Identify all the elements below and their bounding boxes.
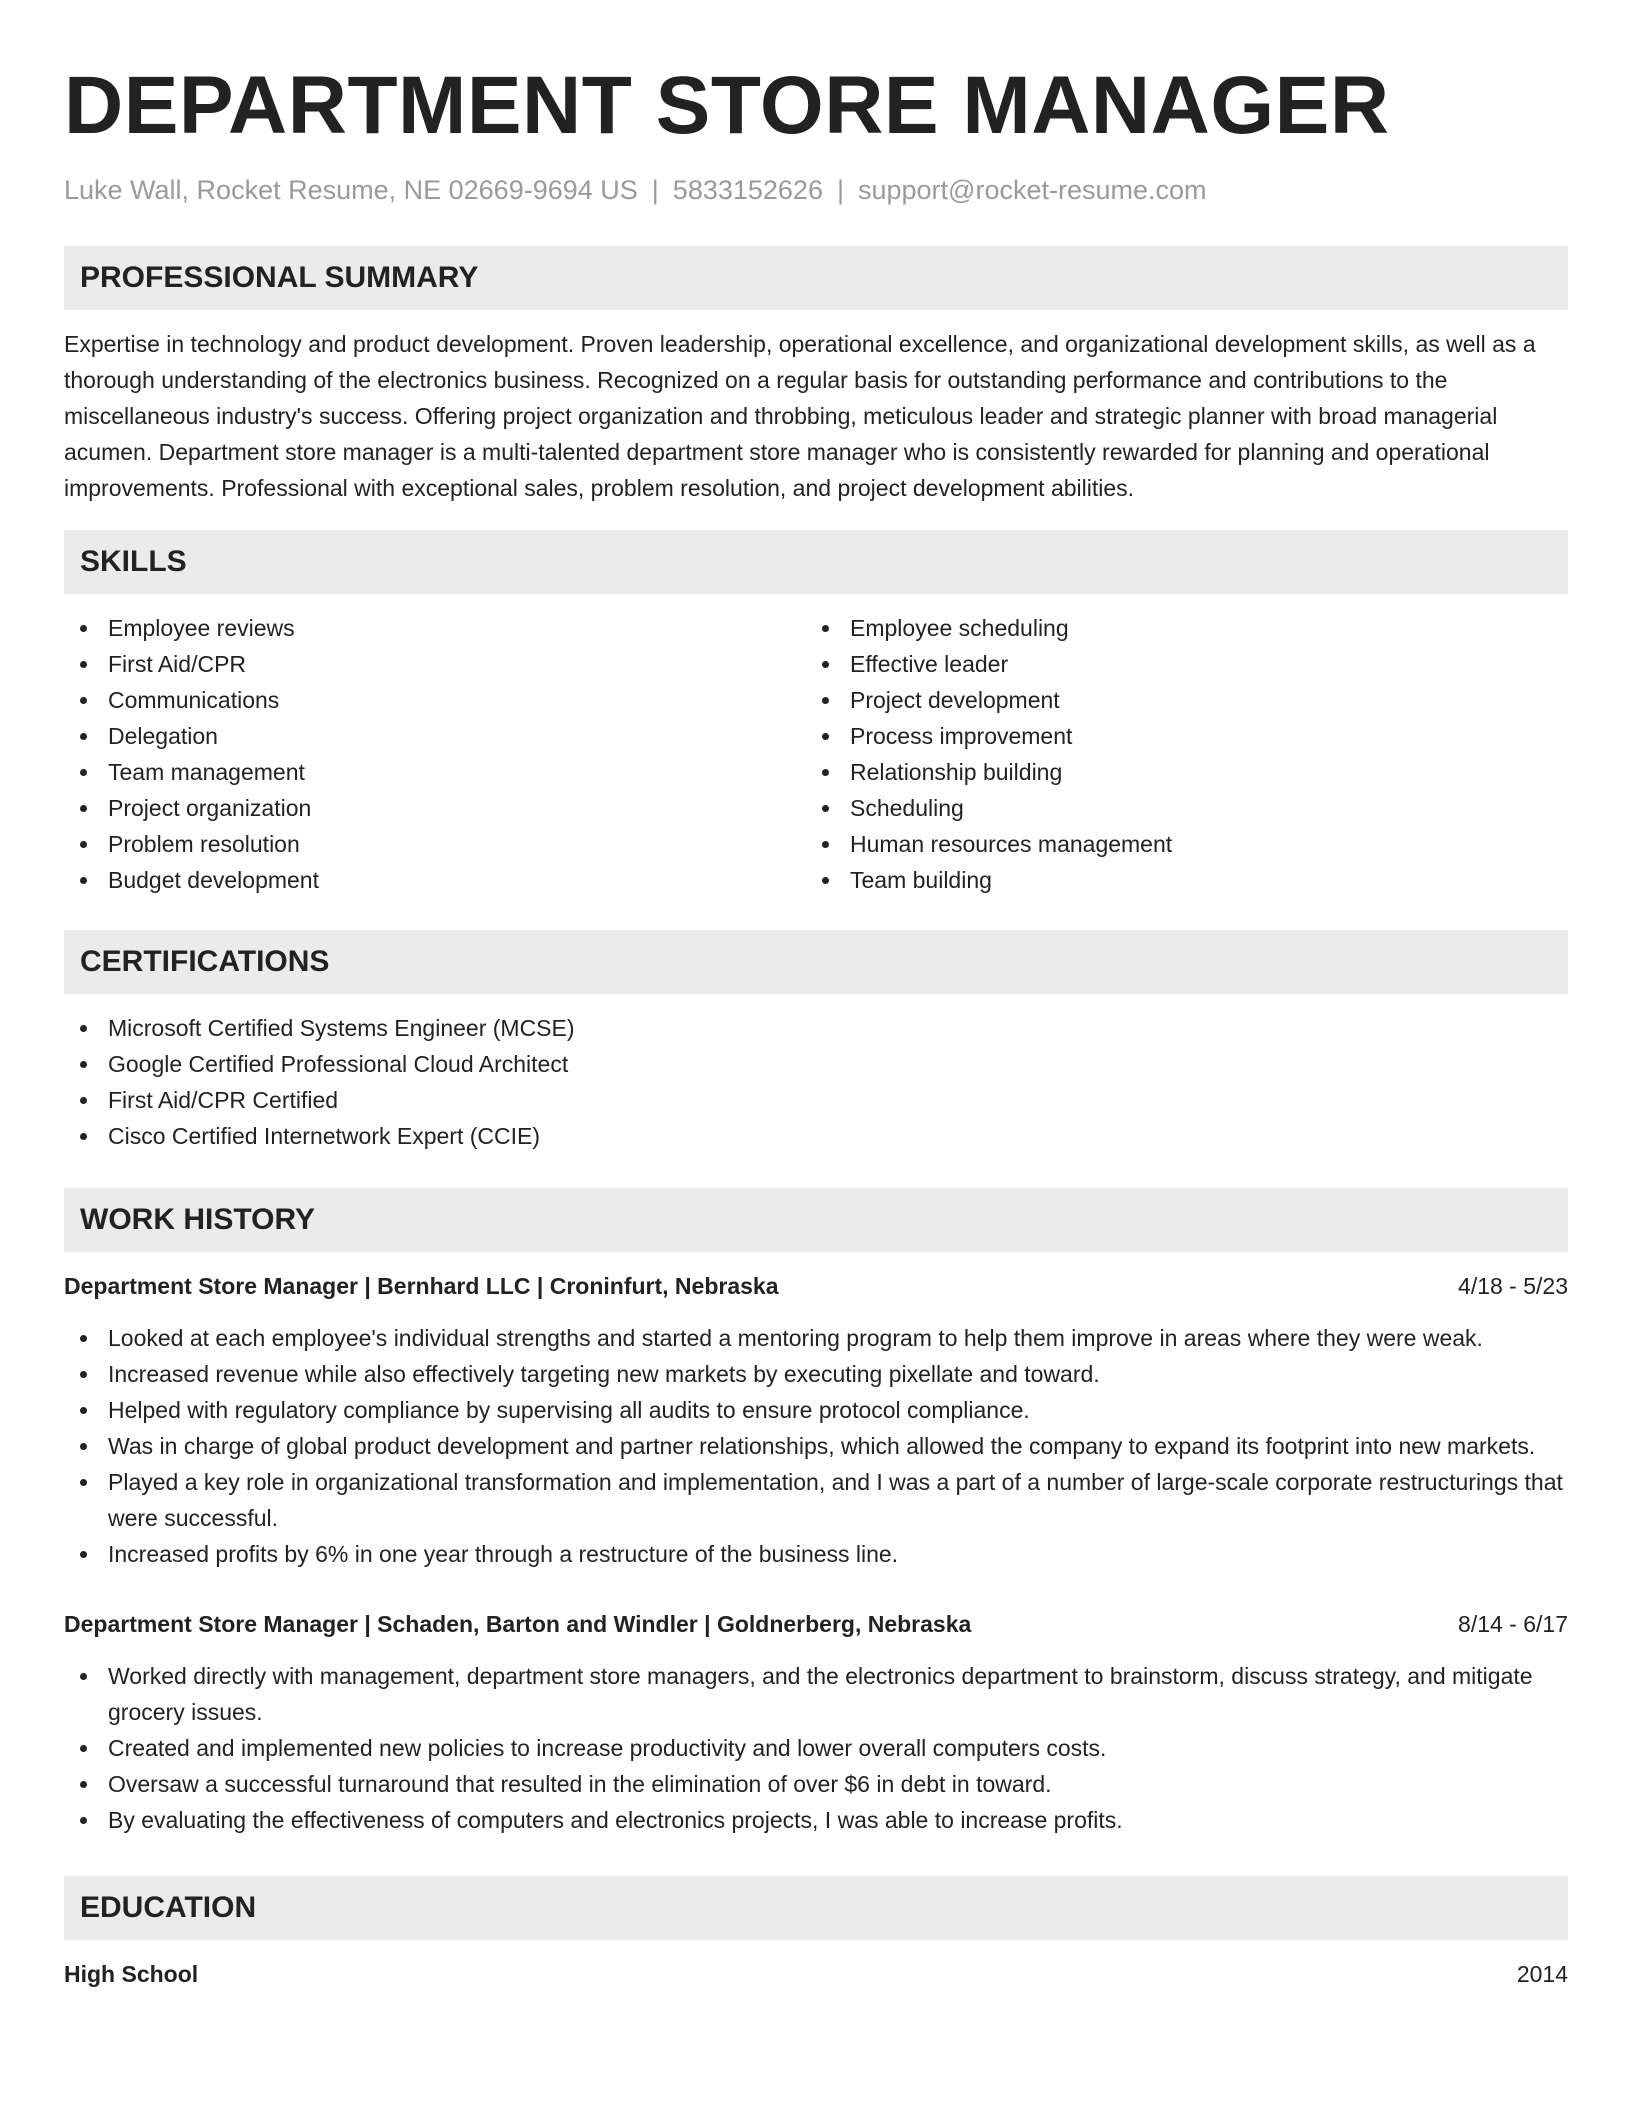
skills-grid [64, 610, 1568, 898]
list-item: Helped with regulatory compliance by supervising all audits to ensure protocol compliance. [64, 1392, 1568, 1428]
list-item: First Aid/CPR Certified [64, 1082, 1568, 1118]
resume-page [64, 0, 1568, 1992]
list-item: Increased profits by 6% in one year through a restructure of the business line. [64, 1536, 1568, 1572]
job-entry [64, 1606, 1568, 1838]
list-item: Cisco Certified Internetwork Expert (CCIE) [64, 1118, 1568, 1154]
list-item: Relationship building [806, 754, 1548, 790]
contact-separator: | [651, 175, 659, 205]
job-dates: 4/18 - 5/23 [1458, 1273, 1568, 1299]
list-item: Scheduling [806, 790, 1548, 826]
section-header-work-history: WORK HISTORY [64, 1188, 1568, 1252]
job-header [64, 1606, 1568, 1642]
list-item: First Aid/CPR [64, 646, 806, 682]
list-item: Looked at each employee's individual strengths and started a mentoring program to help them improve in areas where they were weak. [64, 1320, 1568, 1356]
list-item: Communications [64, 682, 806, 718]
list-item: Microsoft Certified Systems Engineer (MCSE) [64, 1010, 1568, 1046]
list-item: Was in charge of global product development and partner relationships, which allowed the company to expand its footprint into new markets. [64, 1428, 1568, 1464]
list-item: Human resources management [806, 826, 1548, 862]
list-item: Employee scheduling [806, 610, 1548, 646]
certifications-list [64, 1010, 1568, 1154]
list-item: By evaluating the effectiveness of computers and electronics projects, I was able to increase profits. [64, 1802, 1568, 1838]
job-entry [64, 1268, 1568, 1572]
contact-line [64, 174, 1568, 206]
page-title: DEPARTMENT STORE MANAGER [64, 60, 1390, 151]
list-item: Effective leader [806, 646, 1548, 682]
skills-list-left [64, 610, 806, 898]
list-item: Created and implemented new policies to increase productivity and lower overall computers costs. [64, 1730, 1568, 1766]
job-bullets [64, 1658, 1568, 1838]
list-item: Google Certified Professional Cloud Architect [64, 1046, 1568, 1082]
job-bullets [64, 1320, 1568, 1572]
section-header-certifications: CERTIFICATIONS [64, 930, 1568, 994]
list-item: Project organization [64, 790, 806, 826]
list-item: Problem resolution [64, 826, 806, 862]
job-dates: 8/14 - 6/17 [1458, 1611, 1568, 1637]
job-title: Department Store Manager | Bernhard LLC | Croninfurt, Nebraska [64, 1273, 779, 1299]
summary-text: Expertise in technology and product development. Proven leadership, operational excellence, and organizational development skills, as well as a thorough understanding of the electronics business. Recognized on a regular basis for outstanding performance and contributions to the miscellaneous industry's success. Offering project organization and throbbing, meticulous leader and strategic planner with broad managerial acumen. Department store manager is a multi-talented department store manager who is consistently rewarded for planning and operational improvements. Professional with exceptional sales, problem resolution, and project development abilities. [64, 331, 1536, 501]
job-title: Department Store Manager | Schaden, Barton and Windler | Goldnerberg, Nebraska [64, 1611, 972, 1637]
education-title: High School [64, 1961, 199, 1987]
list-item: Process improvement [806, 718, 1548, 754]
section-header-skills: SKILLS [64, 530, 1568, 594]
section-header-education: EDUCATION [64, 1876, 1568, 1940]
list-item: Employee reviews [64, 610, 806, 646]
education-year: 2014 [1516, 1961, 1568, 1987]
list-item: Worked directly with management, department store managers, and the electronics department to brainstorm, discuss strategy, and mitigate grocery issues. [64, 1658, 1568, 1730]
list-item: Delegation [64, 718, 806, 754]
list-item: Increased revenue while also effectively targeting new markets by executing pixellate and toward. [64, 1356, 1568, 1392]
contact-address: Luke Wall, Rocket Resume, NE 02669-9694 US [64, 175, 638, 205]
contact-separator: | [836, 175, 844, 205]
contact-phone: 5833152626 [672, 175, 823, 205]
skills-list-right [806, 610, 1548, 898]
list-item: Budget development [64, 862, 806, 898]
list-item: Project development [806, 682, 1548, 718]
list-item: Played a key role in organizational transformation and implementation, and I was a part of a number of large-scale corporate restructurings that were successful. [64, 1464, 1568, 1536]
education-entry [64, 1956, 1568, 1992]
list-item: Team building [806, 862, 1548, 898]
contact-email: support@rocket-resume.com [857, 175, 1207, 205]
section-header-summary: PROFESSIONAL SUMMARY [64, 246, 1568, 310]
job-header [64, 1268, 1568, 1304]
list-item: Team management [64, 754, 806, 790]
list-item: Oversaw a successful turnaround that resulted in the elimination of over $6 in debt in toward. [64, 1766, 1568, 1802]
